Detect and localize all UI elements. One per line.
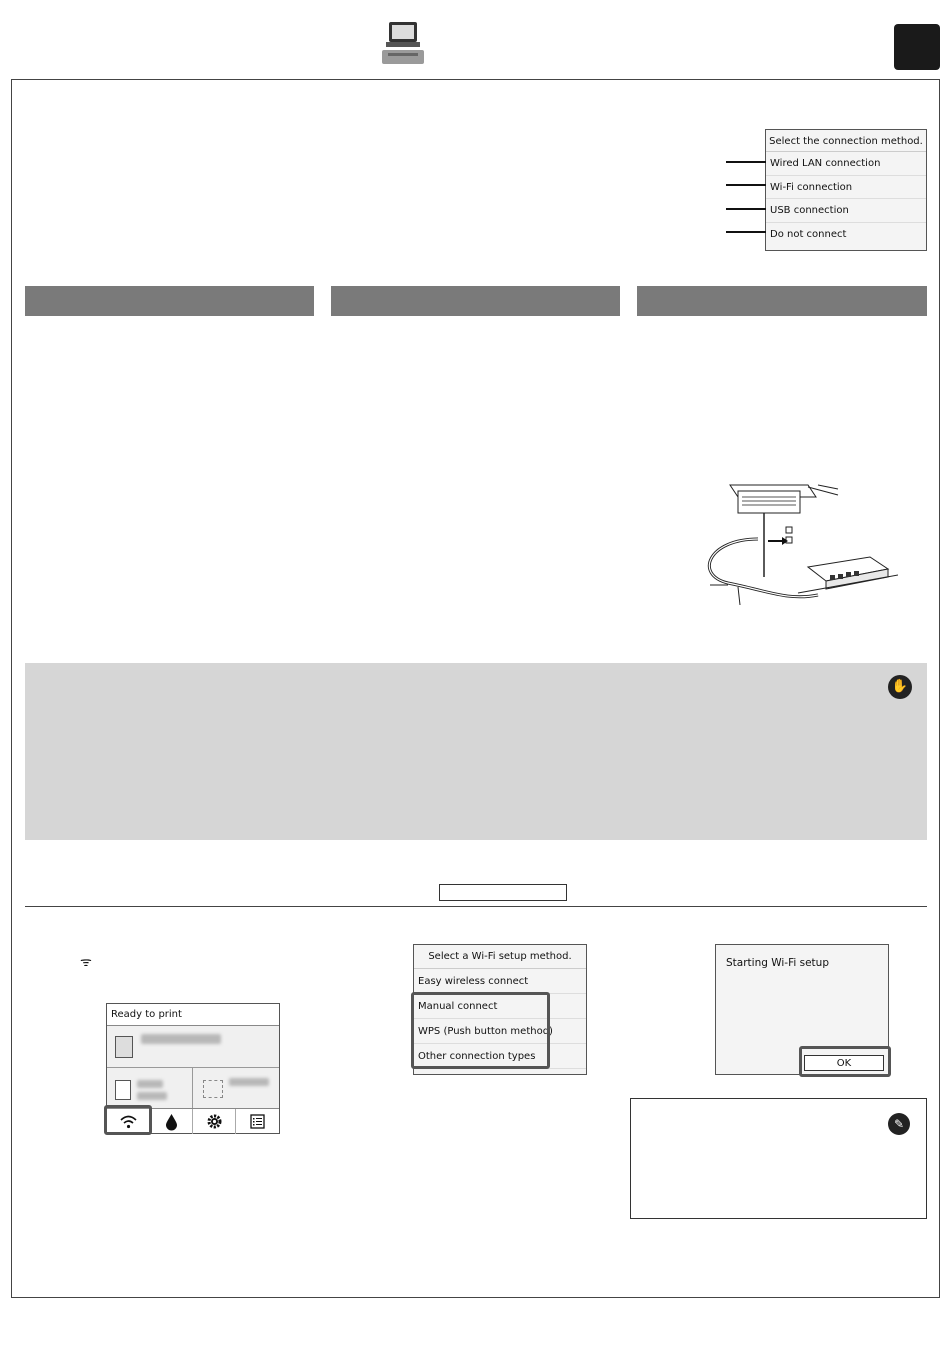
usb-option[interactable]: USB connection [766,199,926,223]
leader-line [726,208,766,210]
leader-line [726,161,766,163]
manual-connect-option[interactable]: Manual connect [414,994,586,1019]
section-header-bar [637,286,927,316]
paper-settings-tile[interactable] [107,1026,279,1068]
important-notice-panel [25,663,927,840]
copy-icon [115,1080,131,1100]
selection-highlight-frame [411,992,550,1069]
computer-printer-icon [380,20,426,66]
status-bar [107,1004,279,1026]
note-box [630,1098,927,1219]
wifi-highlight-frame [104,1105,152,1135]
other-connection-types-option[interactable]: Other connection types [414,1044,586,1069]
connection-method-title: Select the connection method. [766,130,926,152]
pencil-note-icon: ✎ [888,1113,910,1135]
section-header-bar [25,286,314,316]
scissor-icon [203,1080,223,1098]
wired-lan-option[interactable]: Wired LAN connection [766,152,926,176]
easy-wireless-connect-option[interactable]: Easy wireless connect [414,969,586,994]
maintenance-tile[interactable] [193,1068,279,1108]
blurred-label [141,1034,221,1044]
leader-line [726,231,766,233]
copy-tile[interactable] [107,1068,193,1108]
blurred-label [137,1080,163,1088]
wifi-icon: ᯤ [80,955,92,970]
gear-icon[interactable] [193,1109,236,1134]
list-icon[interactable] [236,1109,279,1134]
paper-icon [115,1036,133,1058]
status-text: Ready to print [111,1009,182,1020]
reference-box [439,884,567,901]
ink-drop-icon[interactable] [150,1109,193,1134]
section-header-bar [331,286,620,316]
section-tab [894,24,940,70]
ok-highlight-frame [799,1046,891,1077]
ok-label: OK [836,1058,852,1069]
section-divider [25,906,927,907]
blurred-label [137,1092,167,1100]
hand-stop-icon: ✋ [888,675,912,699]
leader-line [726,184,766,186]
lan-cable-illustration [698,475,898,615]
blurred-label [229,1078,269,1086]
wifi-option[interactable]: Wi-Fi connection [766,176,926,200]
wps-option[interactable]: WPS (Push button method) [414,1019,586,1044]
do-not-connect-option[interactable]: Do not connect [770,228,847,240]
connection-method-screen [765,129,927,251]
starting-wifi-message: Starting Wi-Fi setup [726,957,829,969]
wifi-setup-title: Select a Wi-Fi setup method. [414,945,586,969]
